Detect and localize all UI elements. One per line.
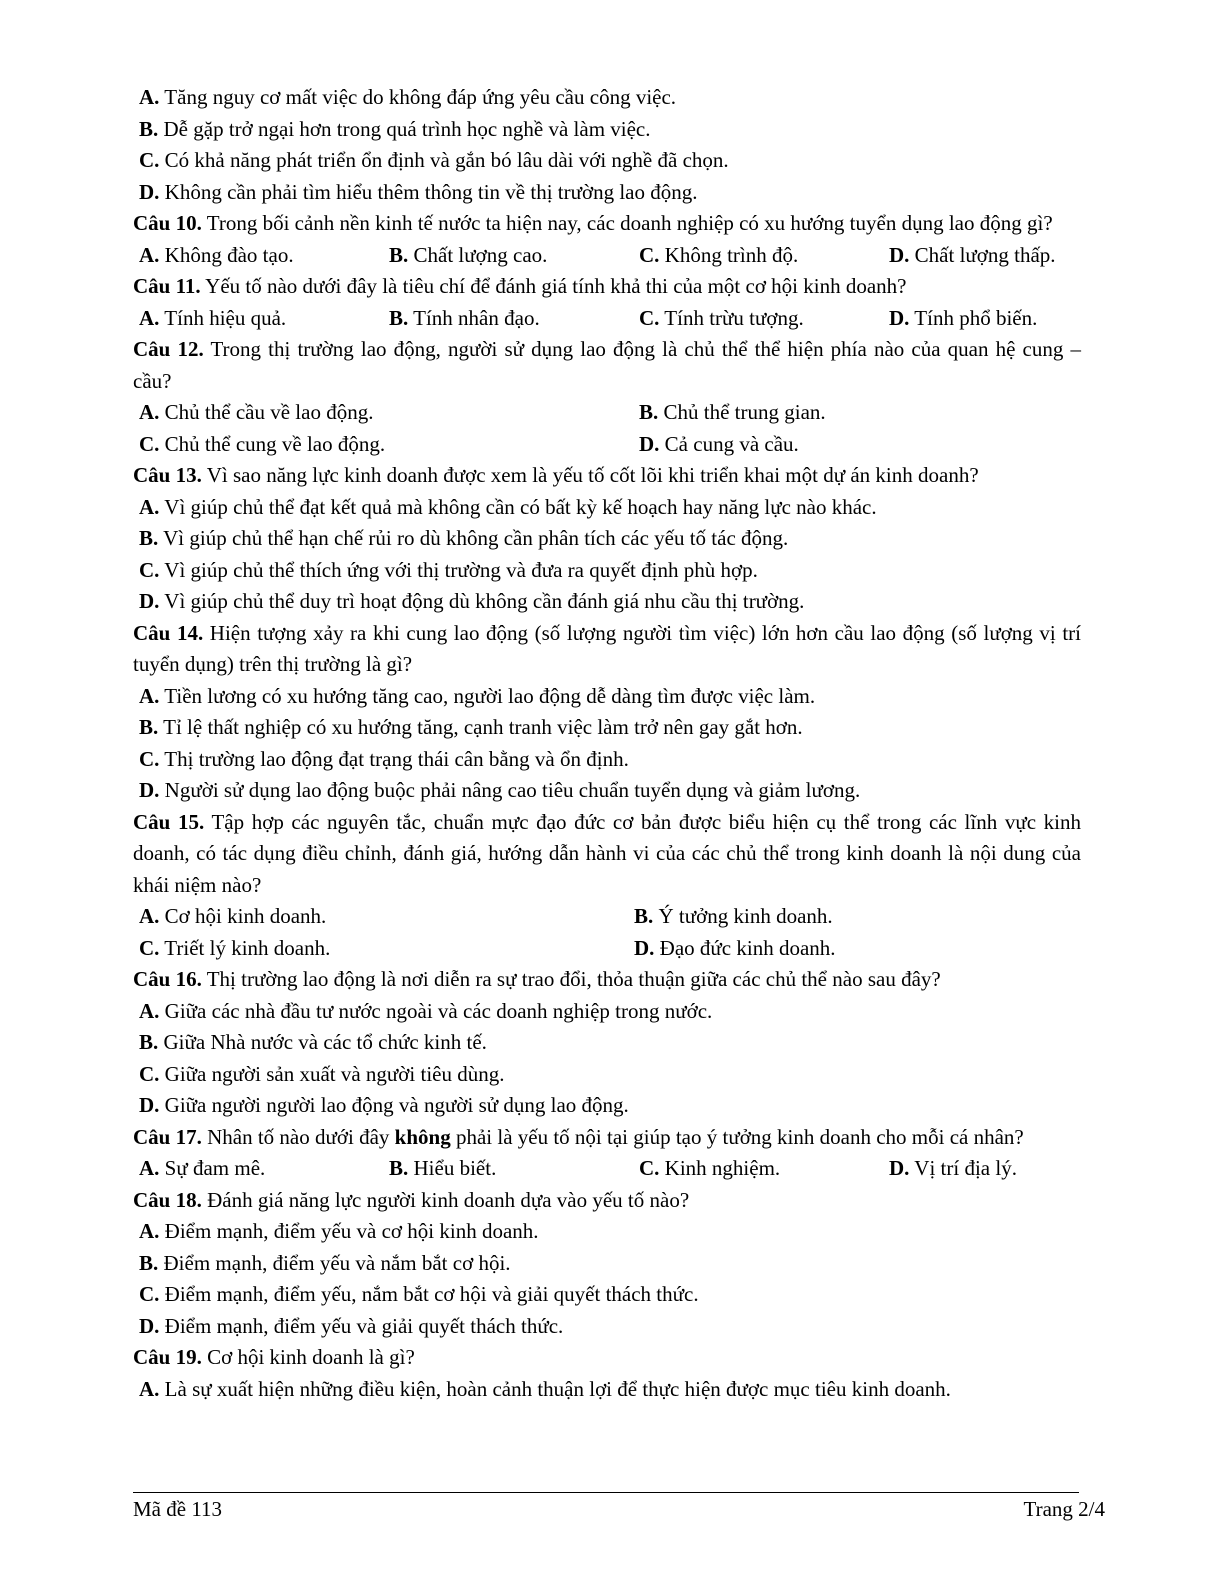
option-text: Dễ gặp trở ngại hơn trong quá trình học nghề và làm việc. [163, 116, 651, 141]
q16-option-b: B. Giữa Nhà nước và các tổ chức kinh tế. [139, 1030, 487, 1054]
question-text: phải là yếu tố nội tại giúp tạo ý tưởng kinh doanh cho mỗi cá nhân? [450, 1124, 1024, 1149]
q12-options-row2 [133, 429, 1081, 461]
question-19 [133, 1342, 1081, 1374]
q11-option-b: B. Tính nhân đạo. [389, 305, 540, 330]
question-16 [133, 964, 1081, 996]
question-text: Nhân tố nào dưới đây [201, 1124, 395, 1149]
question-number: Câu 17. [133, 1124, 202, 1149]
question-number: Câu 12. [133, 337, 204, 361]
q15-option-c: C. Triết lý kinh doanh. [139, 935, 331, 960]
q18-option-c: C. Điểm mạnh, điểm yếu, nắm bắt cơ hội và giải quyết thách thức. [139, 1282, 699, 1306]
page-number: Trang 2/4 [1023, 1497, 1105, 1521]
q12-option-a: A. Chủ thể cầu về lao động. [139, 400, 374, 424]
question-11 [133, 271, 1081, 303]
question-text: Yếu tố nào dưới đây là tiêu chí để đánh giá tính khả thi của một cơ hội kinh doanh? [200, 274, 907, 298]
question-number: Câu 11. [133, 274, 201, 298]
option-letter: B. [139, 116, 159, 141]
question-text: Cơ hội kinh doanh là gì? [201, 1345, 415, 1369]
q10-option-b: B. Chất lượng cao. [389, 242, 548, 267]
question-text: Vì sao năng lực kinh doanh được xem là yếu tố cốt lõi khi triển khai một dự án kinh doanh? [201, 463, 979, 487]
q17-option-d: D. Vị trí địa lý. [889, 1156, 1017, 1180]
option-text: Có khả năng phát triển ổn định và gắn bó lâu dài với nghề đã chọn. [164, 148, 729, 172]
q18-option-a: A. Điểm mạnh, điểm yếu và cơ hội kinh doanh. [139, 1219, 539, 1243]
q12-options-row1 [133, 397, 1081, 429]
q11-option-a: A. Tính hiệu quả. [139, 305, 287, 330]
question-text: Tập hợp các nguyên tắc, chuẩn mực đạo đức cơ bản được biểu hiện cụ thể trong các lĩnh vực kinh doanh, có tác dụng điều chỉnh, đánh giá, hướng dẫn hành vi của các chủ thể trong kinh doanh là nội dung của khái niệm nào? [133, 809, 1081, 897]
question-number: Câu 19. [133, 1345, 202, 1369]
question-text: Hiện tượng xảy ra khi cung lao động (số lượng người tìm việc) lớn hơn cầu lao động (số lượng vị trí tuyển dụng) trên thị trường là gì? [133, 620, 1081, 676]
question-15 [133, 807, 1081, 902]
question-emphasis: không [394, 1124, 451, 1149]
q18-option-d: D. Điểm mạnh, điểm yếu và giải quyết thách thức. [139, 1313, 564, 1338]
option-letter: C. [139, 148, 160, 172]
q11-option-d: D. Tính phổ biến. [889, 305, 1038, 330]
question-number: Câu 14. [133, 620, 204, 645]
q13-option-b: B. Vì giúp chủ thể hạn chế rủi ro dù không cần phân tích các yếu tố tác động. [139, 526, 789, 550]
option-text: Không cần phải tìm hiểu thêm thông tin về thị trường lao động. [164, 179, 698, 204]
q12-option-d: D. Cả cung và cầu. [639, 431, 799, 456]
q9-option-c [133, 145, 1081, 177]
question-10 [133, 208, 1081, 240]
question-14 [133, 618, 1081, 681]
q15-options-row2 [133, 933, 1081, 965]
option-letter: D. [139, 179, 160, 204]
question-18 [133, 1185, 1081, 1217]
q15-option-a: A. Cơ hội kinh doanh. [139, 904, 327, 928]
q10-options [133, 240, 1081, 272]
question-17 [133, 1122, 1081, 1154]
q12-option-c: C. Chủ thể cung về lao động. [139, 431, 386, 456]
question-text: Đánh giá năng lực người kinh doanh dựa vào yếu tố nào? [201, 1187, 690, 1212]
q10-option-c: C. Không trình độ. [639, 242, 799, 267]
q15-option-b: B. Ý tưởng kinh doanh. [634, 904, 833, 928]
q17-option-a: A. Sự đam mê. [139, 1156, 266, 1180]
question-12 [133, 334, 1081, 397]
q19-option-a: A. Là sự xuất hiện những điều kiện, hoàn cảnh thuận lợi để thực hiện được mục tiêu kinh doanh. [139, 1376, 951, 1401]
question-text: Trong bối cảnh nền kinh tế nước ta hiện nay, các doanh nghiệp có xu hướng tuyển dụng lao động gì? [201, 211, 1053, 235]
q9-option-b [133, 114, 1081, 146]
question-text: Thị trường lao động là nơi diễn ra sự trao đổi, thỏa thuận giữa các chủ thể nào sau đây? [201, 967, 941, 991]
q10-option-d: D. Chất lượng thấp. [889, 242, 1056, 267]
option-text: Tăng nguy cơ mất việc do không đáp ứng yêu cầu công việc. [164, 85, 677, 109]
question-number: Câu 18. [133, 1187, 202, 1212]
question-text: Trong thị trường lao động, người sử dụng lao động là chủ thể thể hiện phía nào của quan hệ cung – cầu? [133, 337, 1081, 393]
q11-option-c: C. Tính trừu tượng. [639, 305, 804, 330]
question-number: Câu 13. [133, 463, 202, 487]
q14-option-d: D. Người sử dụng lao động buộc phải nâng cao tiêu chuẩn tuyển dụng và giảm lương. [139, 778, 861, 802]
q13-option-a: A. Vì giúp chủ thể đạt kết quả mà không cần có bất kỳ kế hoạch hay năng lực nào khác. [139, 494, 877, 519]
q17-options [133, 1153, 1081, 1185]
question-number: Câu 16. [133, 967, 202, 991]
question-13 [133, 460, 1081, 492]
exam-page [133, 82, 1081, 1405]
q16-option-a: A. Giữa các nhà đầu tư nước ngoài và các doanh nghiệp trong nước. [139, 998, 713, 1023]
q12-option-b: B. Chủ thể trung gian. [639, 400, 826, 424]
q9-option-d [133, 177, 1081, 209]
q14-option-a: A. Tiền lương có xu hướng tăng cao, người lao động dễ dàng tìm được việc làm. [139, 683, 816, 708]
q15-options-row1 [133, 901, 1081, 933]
question-number: Câu 15. [133, 809, 205, 834]
page-footer [133, 1497, 1105, 1522]
q11-options [133, 303, 1081, 335]
q18-option-b: B. Điểm mạnh, điểm yếu và nắm bắt cơ hội. [139, 1250, 511, 1275]
q17-option-c: C. Kinh nghiệm. [639, 1156, 781, 1180]
q10-option-a: A. Không đào tạo. [139, 242, 294, 267]
q9-option-a [133, 82, 1081, 114]
footer-divider [133, 1492, 1079, 1493]
q16-option-c: C. Giữa người sản xuất và người tiêu dùng. [139, 1061, 505, 1086]
question-number: Câu 10. [133, 211, 202, 235]
exam-code: Mã đề 113 [133, 1497, 223, 1521]
q16-option-d: D. Giữa người người lao động và người sử dụng lao động. [139, 1093, 629, 1117]
q14-option-b: B. Tỉ lệ thất nghiệp có xu hướng tăng, cạnh tranh việc làm trở nên gay gắt hơn. [139, 715, 803, 739]
q17-option-b: B. Hiểu biết. [389, 1156, 497, 1180]
q13-option-d: D. Vì giúp chủ thể duy trì hoạt động dù không cần đánh giá nhu cầu thị trường. [139, 589, 805, 613]
option-letter: A. [139, 85, 160, 109]
q14-option-c: C. Thị trường lao động đạt trạng thái cân bằng và ổn định. [139, 746, 629, 771]
q13-option-c: C. Vì giúp chủ thể thích ứng với thị trường và đưa ra quyết định phù hợp. [139, 557, 758, 582]
q15-option-d: D. Đạo đức kinh doanh. [634, 935, 836, 960]
